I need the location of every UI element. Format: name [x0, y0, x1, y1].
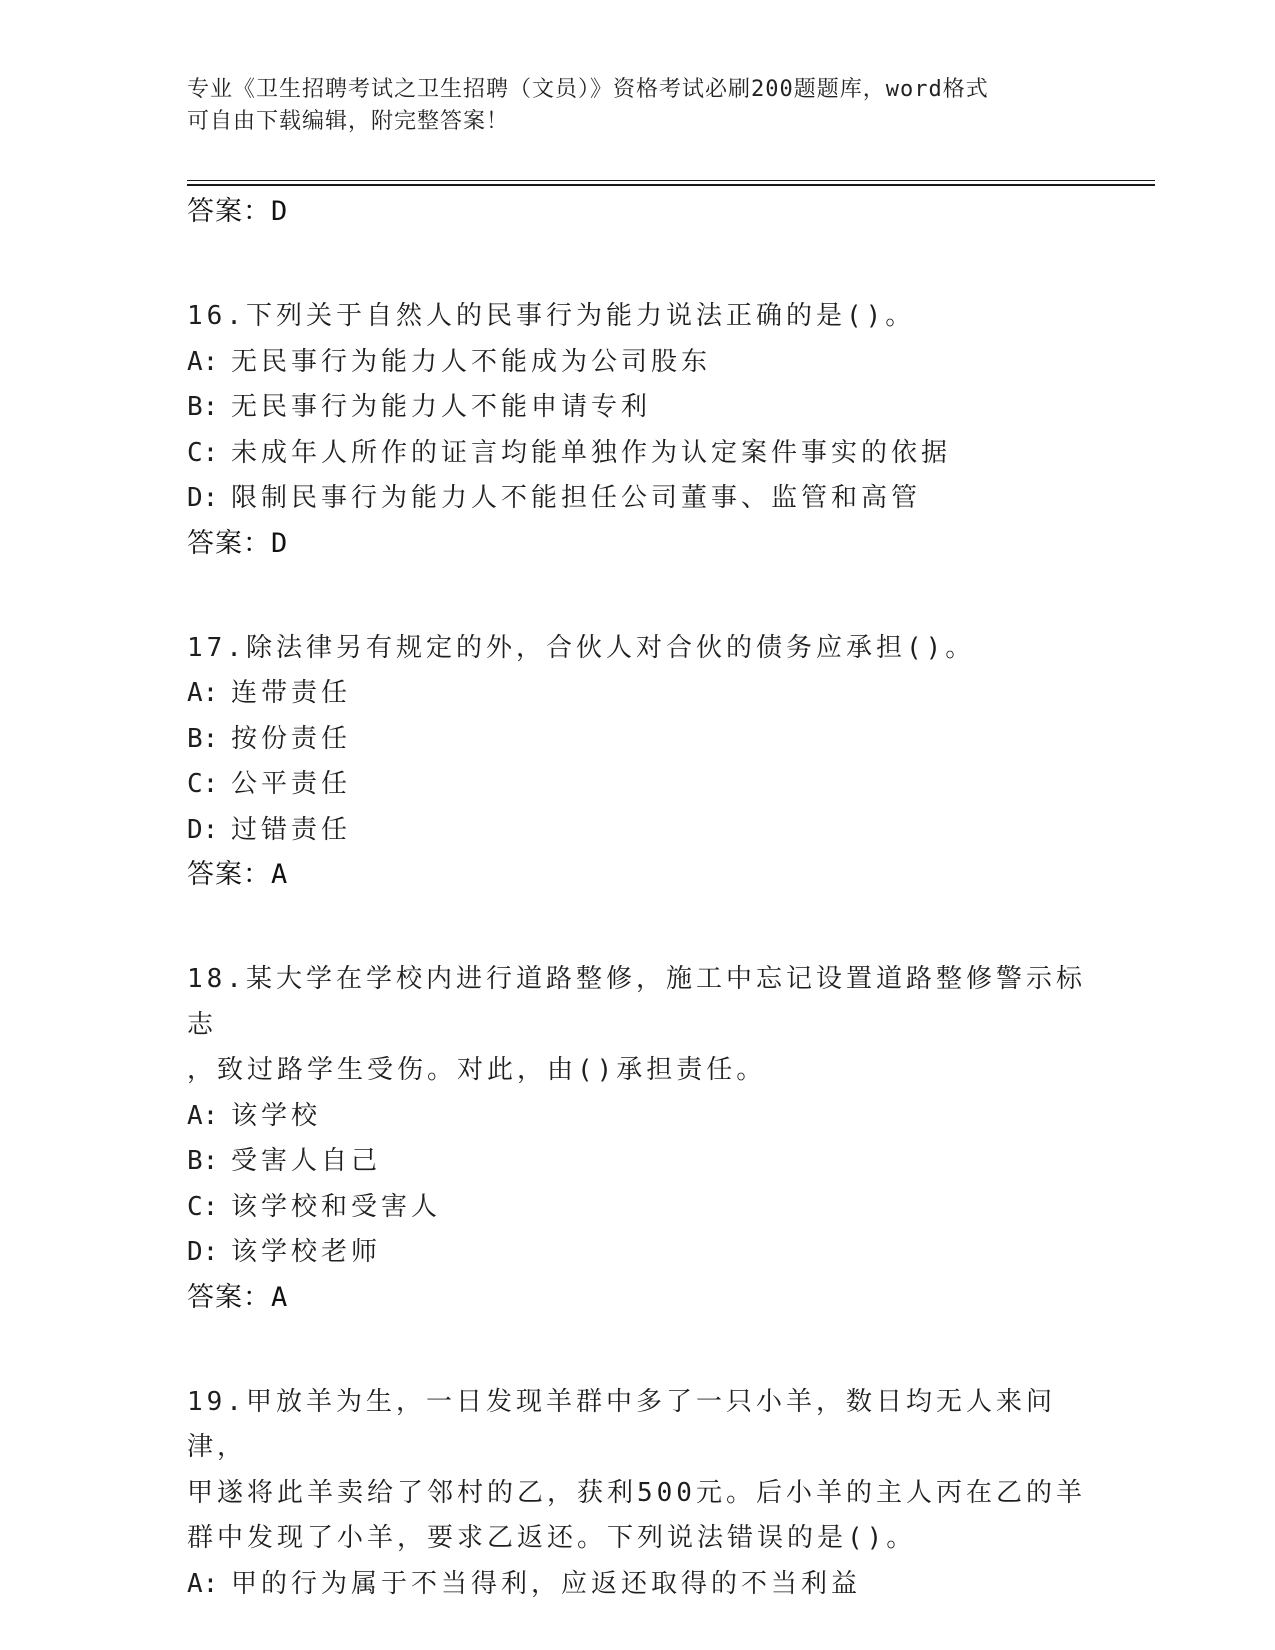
option-a: [187, 1562, 1087, 1608]
option-letter: A:: [187, 678, 219, 708]
option-b: [187, 717, 1087, 763]
question-16: [187, 294, 1087, 566]
option-letter: B:: [187, 392, 219, 422]
stem-line: 19.甲放羊为生，一日发现羊群中多了一只小羊，数日均无人来问津，: [187, 1386, 1056, 1462]
option-text: 该学校和受害人: [231, 1191, 442, 1222]
answer-line: [187, 522, 1087, 566]
option-letter: A:: [187, 1100, 219, 1131]
option-d: [187, 476, 1087, 522]
answer-label: 答案：: [187, 196, 271, 227]
option-a: [187, 1094, 1087, 1140]
option-letter: A:: [187, 346, 219, 377]
answer-line: [187, 190, 1087, 234]
option-text: 公平责任: [231, 769, 352, 799]
answer-label: 答案：: [187, 859, 271, 890]
option-text: 该学校: [231, 1100, 322, 1131]
option-letter: C:: [187, 437, 219, 468]
option-text: 按份责任: [231, 723, 352, 754]
answer-value: A: [271, 859, 289, 890]
option-d: [187, 808, 1087, 854]
header-divider: [187, 180, 1155, 181]
option-letter: B:: [187, 1146, 219, 1176]
question-19: [187, 1380, 1087, 1608]
question-stem: [187, 294, 1087, 340]
answer-value: D: [271, 527, 289, 559]
header-line-2: 可自由下载编辑，附完整答案！: [187, 109, 510, 134]
option-text: 受害人自己: [231, 1146, 382, 1176]
option-a: [187, 671, 1087, 717]
stem-line: 群中发现了小羊，要求乙返还。下列说法错误的是()。: [187, 1523, 917, 1553]
question-stem: [187, 626, 1087, 672]
answer-label: 答案：: [187, 527, 271, 559]
stem-line: 17.除法律另有规定的外，合伙人对合伙的债务应承担()。: [187, 632, 976, 663]
stem-line: 甲遂将此羊卖给了邻村的乙，获利500元。后小羊的主人丙在乙的羊: [187, 1477, 1086, 1508]
document-header: [187, 74, 1087, 138]
option-a: [187, 340, 1087, 386]
answer-line: [187, 1276, 1087, 1320]
answer-value: A: [271, 1281, 289, 1313]
option-c: [187, 431, 1087, 477]
header-line-1: 专业《卫生招聘考试之卫生招聘（文员）》资格考试必刷200题题库，word格式: [187, 77, 989, 102]
option-text: 连带责任: [231, 678, 352, 708]
option-letter: C:: [187, 769, 219, 799]
option-text: 甲的行为属于不当得利，应返还取得的不当利益: [231, 1568, 862, 1599]
option-letter: A:: [187, 1568, 219, 1599]
option-letter: D:: [187, 1237, 219, 1267]
answer-line: [187, 853, 1087, 897]
option-letter: D:: [187, 814, 219, 845]
option-b: [187, 385, 1087, 431]
question-stem: [187, 957, 1087, 1094]
option-b: [187, 1139, 1087, 1185]
option-letter: C:: [187, 1191, 219, 1222]
question-stem: [187, 1380, 1087, 1562]
option-c: [187, 1185, 1087, 1231]
stem-line: 16.下列关于自然人的民事行为能力说法正确的是()。: [187, 301, 916, 331]
answer-label: 答案：: [187, 1281, 271, 1313]
question-18: [187, 957, 1087, 1320]
option-text: 过错责任: [231, 814, 352, 845]
option-text: 无民事行为能力人不能成为公司股东: [231, 346, 712, 377]
option-d: [187, 1230, 1087, 1276]
question-list: [187, 190, 1087, 1607]
stem-line: 18.某大学在学校内进行道路整修，施工中忘记设置道路整修警示标志: [187, 964, 1086, 1040]
option-text: 限制民事行为能力人不能担任公司董事、监管和高管: [231, 483, 922, 513]
stem-line: ，致过路学生受伤。对此，由()承担责任。: [187, 1055, 767, 1085]
option-letter: B:: [187, 723, 219, 754]
option-letter: D:: [187, 483, 219, 513]
question-17: [187, 626, 1087, 898]
option-c: [187, 762, 1087, 808]
option-text: 该学校老师: [231, 1237, 382, 1267]
option-text: 无民事行为能力人不能申请专利: [231, 392, 652, 422]
header-divider-thick: [187, 184, 1155, 186]
answer-value: D: [271, 196, 289, 227]
option-text: 未成年人所作的证言均能单独作为认定案件事实的依据: [231, 437, 952, 468]
